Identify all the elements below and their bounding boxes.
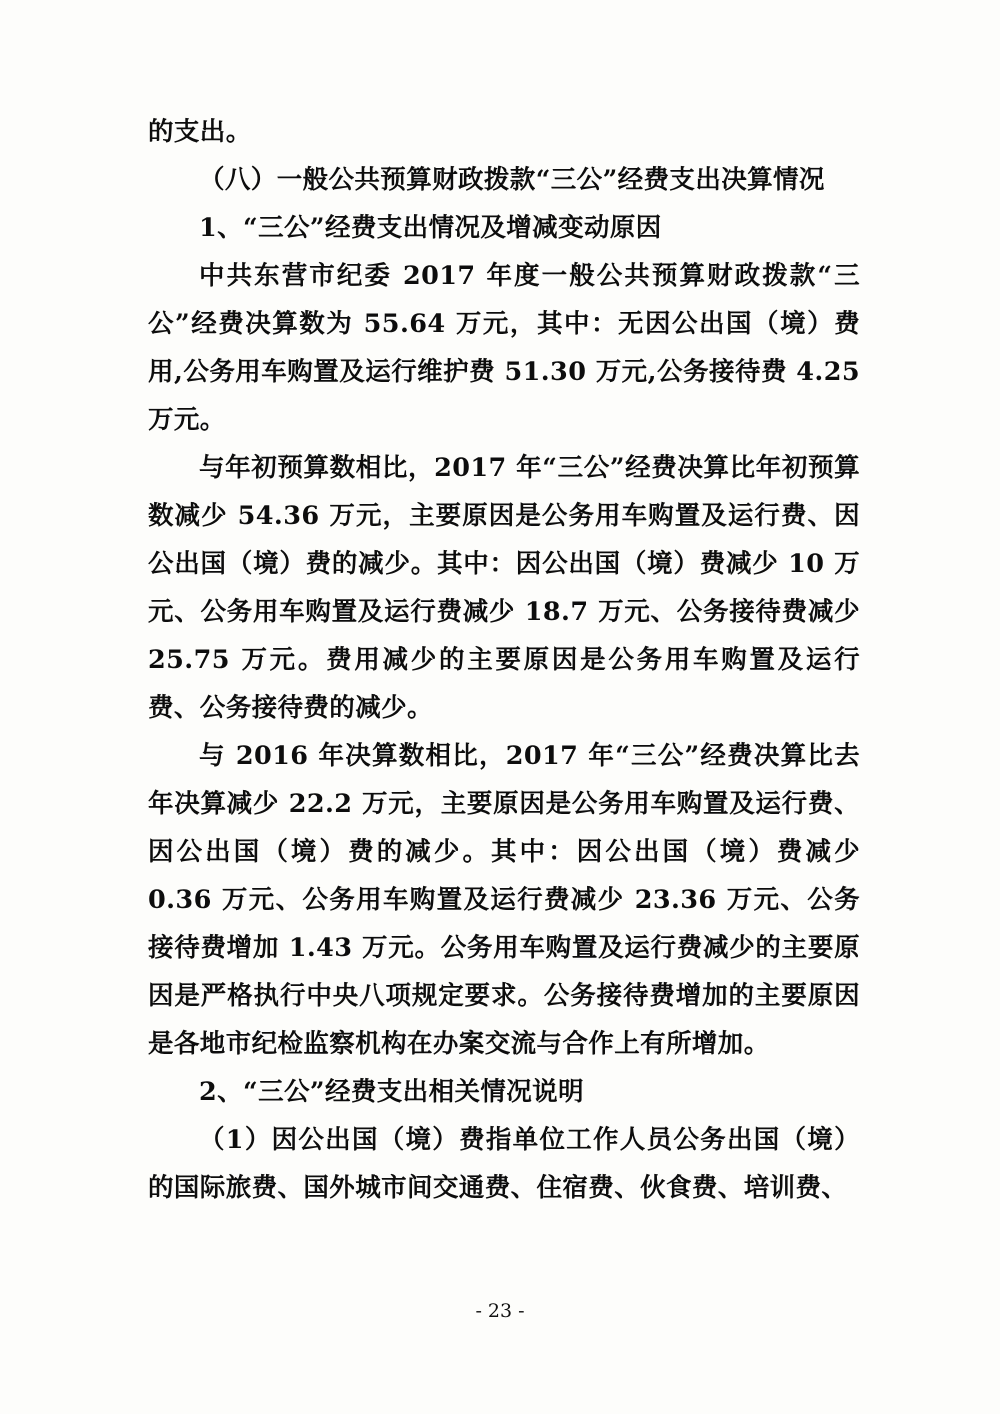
paragraph-overseas-fee-definition: （1）因公出国（境）费指单位工作人员公务出国（境）的国际旅费、国外城市间交通费、住宿费、伙食费、培训费、 (148, 1125, 860, 1203)
paragraph-compare-2016: 与 2016 年决算数相比，2017 年“三公”经费决算比去年决算减少 22.2 万元，主要原因是公务用车购置及运行费、因公出国（境）费的减少。其中：因公出国（境）费减少 0.36 万元、公务用车购置及运行费减少 23.36 万元、公务接待费增加 1.43 万元。公务用车购置及运行费减少的主要原因是严格执行中央八项规定要求。公务接待费增加的主要原因是各地市纪检监察机构在办案交流与合作上有所增加。 (148, 741, 860, 1059)
subsection-heading-2: 2、“三公”经费支出相关情况说明 (199, 1077, 584, 1107)
paragraph-compare-budget: 与年初预算数相比，2017 年“三公”经费决算比年初预算数减少 54.36 万元，主要原因是公务用车购置及运行费、因公出国（境）费的减少。其中：因公出国（境）费减少 10 万元、公务用车购置及运行费减少 18.7 万元、公务接待费减少 25.75 万元。费用减少的主要原因是公务用车购置及运行费、公务接待费的减少。 (148, 453, 860, 723)
subsection-heading-1: 1、“三公”经费支出情况及增减变动原因 (199, 213, 662, 243)
paragraph-continuation: 的支出。 (148, 117, 252, 147)
section-heading-eight: （八）一般公共预算财政拨款“三公”经费支出决算情况 (199, 165, 825, 195)
paragraph-expenditure-total: 中共东营市纪委 2017 年度一般公共预算财政拨款“三公”经费决算数为 55.64 万元，其中：无因公出国（境）费用,公务用车购置及运行维护费 51.30 万元,公务接待费 4.25 万元。 (148, 261, 860, 435)
page-body (148, 108, 860, 1212)
page-number: - 23 - (475, 1300, 525, 1322)
